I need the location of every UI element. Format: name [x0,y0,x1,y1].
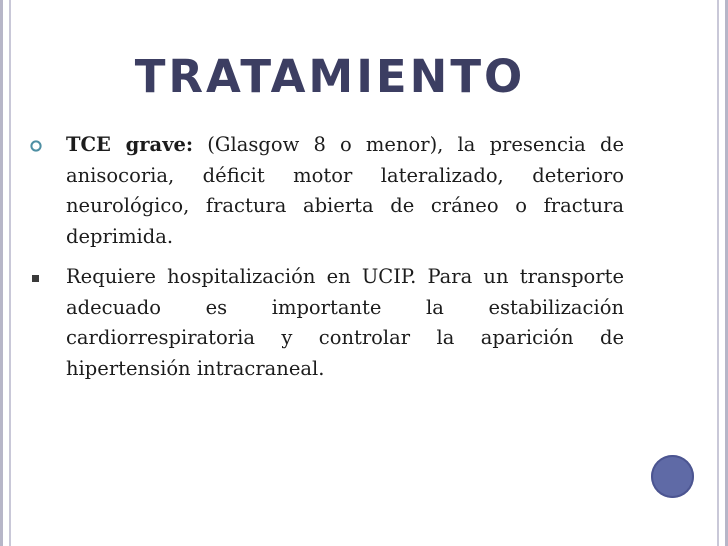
bullet-item-1 [28,130,624,252]
square-bullet-icon [32,275,39,282]
bullet-item-2 [28,262,624,384]
ring-bullet-icon [30,140,42,152]
slide-content [28,130,624,394]
right-frame-inner-line [717,0,719,546]
slide-title: TRATAMIENTO [134,50,526,103]
decorative-circle-icon [651,455,694,498]
bullet-item-1-text: (Glasgow 8 o menor), la presencia de anisocoria, déficit motor lateralizado, deterioro neurológico, fractura abierta de cráneo o fractura deprimida. [66,133,624,248]
bullet-item-2-text: Requiere hospitalización en UCIP. Para un transporte adecuado es importante la estabilización cardiorrespiratoria y controlar la aparición de hipertensión intracraneal. [66,265,624,380]
bullet-item-1-lead: TCE grave: [66,133,194,156]
